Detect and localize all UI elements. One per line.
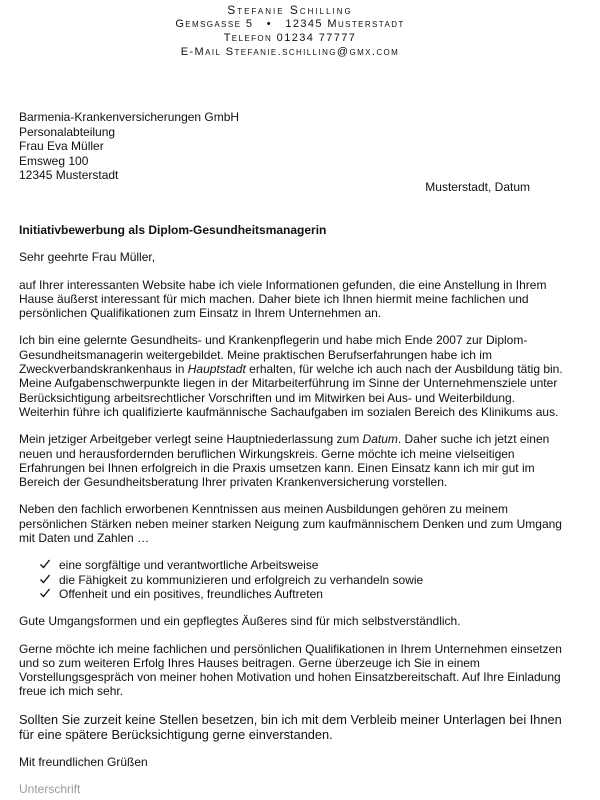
recipient-company: Barmenia-Krankenversicherungen GmbH	[19, 110, 240, 124]
checkmark-icon	[39, 558, 51, 570]
list-item	[39, 558, 564, 572]
paragraph-motivation-text-b: . Daher suche ich jetzt einen neuen und herausfordernden beruflichen Wirkungskreis. Gerne möchte ich meine vielseitigen Erfahrungen bei Ihnen erfolgreich in die Praxis umsetzen kann. Einen Einsatz kann ich mir gut im Bereich der Gesundheitsberatung Ihrer privaten Krankenversicherung vorstellen.	[19, 432, 550, 490]
paragraph-closing-offer: Gerne möchte ich meine fachlichen und persönlichen Qualifikationen in Ihrem Unternehmen einsetzen und so zum weiteren Erfolg Ihres Hauses beitragen. Gerne überzeuge ich Sie in einem Vorstellungsgespräch von meiner hohen Motivation und hohen Einsatzbereitschaft. Auf Ihre Einladung freue ich mich sehr.	[19, 641, 562, 699]
placeholder-city: Hauptstadt	[187, 362, 246, 377]
subject-line: Initiativbewerbung als Diplom-Gesundheitsmanagerin	[19, 223, 327, 237]
checkmark-icon	[39, 573, 51, 585]
salutation: Sehr geehrte Frau Müller,	[19, 250, 156, 265]
paragraph-motivation	[19, 432, 564, 489]
letter-body	[19, 223, 564, 796]
recipient-street: Emsweg 100	[19, 153, 89, 168]
recipient-address	[19, 110, 239, 183]
sender-address: Gemsgasse 5 • 12345 Musterstadt	[175, 18, 405, 30]
paragraph-strengths: Neben den fachlich erworbenen Kenntnissen aus meinen Ausbildungen gehören zu meinem persönlichen Stärken neben meiner starken Neigung zum kaufmännischem Denken und zum Umgang mit Daten und Zahlen …	[19, 502, 562, 546]
paragraph-manners: Gute Umgangsformen und ein gepflegtes Äußeres sind für mich selbstverständlich.	[19, 614, 461, 629]
recipient-city: 12345 Musterstadt	[19, 168, 119, 182]
list-item-text: Offenheit und ein positives, freundliches Auftreten	[59, 586, 323, 601]
placeholder-date: Datum	[362, 432, 398, 447]
strengths-list	[39, 558, 564, 601]
recipient-contact: Frau Eva Müller	[19, 139, 104, 153]
closing-greeting: Mit freundlichen Grüßen	[19, 754, 148, 769]
paragraph-no-vacancy: Sollten Sie zurzeit keine Stellen besetzen, bin ich mit dem Verbleib meiner Unterlagen bei Ihnen für eine spätere Berücksichtigung gerne einverstanden.	[19, 711, 562, 742]
paragraph-intro: auf Ihrer interessanten Website habe ich viele Informationen gefunden, die eine Anstellung in Ihrem Hause äußerst interessant für mich machen. Daher biete ich Ihnen hiermit meine fachlichen und persönlichen Qualifikationen zum Einsatz in Ihrem Unternehmen an.	[19, 277, 547, 321]
date-line: Musterstadt, Datum	[425, 180, 530, 194]
sender-phone: Telefon 01234 77777	[223, 32, 357, 44]
list-item	[39, 587, 564, 601]
checkmark-icon	[39, 587, 51, 599]
sender-email: E-Mail Stefanie.schilling@gmx.com	[180, 46, 400, 58]
list-item-text: eine sorgfältige und verantwortliche Arbeitsweise	[59, 558, 319, 573]
paragraph-background	[19, 333, 564, 419]
paragraph-background-text-b: erhalten, für welche ich auch nach der Ausbildung tätig bin. Meine Aufgabenschwerpunkte liegen in der Mitarbeiterführung im Sinne der Unternehmensziele unter Berücksichtigung arbeitsrechtlicher Vorschriften und im Mitwirken bei Aus- und Weiterbildung. Weiterhin führe ich qualifizierte kaufmännische Sachaufgaben im sozialen Bereich des Klinikums aus.	[19, 362, 563, 419]
signature: Unterschrift	[19, 782, 81, 797]
sender-name: Stefanie Schilling	[227, 3, 353, 17]
paragraph-background-text-a: Ich bin eine gelernte Gesundheits- und Krankenpflegerin und habe mich Ende 2007 zur Diplom-Gesundheitsmanagerin weitergebildet. Meine praktischen Berufserfahrungen habe ich im Zweckverbandskrankenhaus in	[19, 333, 528, 377]
letterhead	[0, 3, 580, 59]
recipient-department: Personalabteilung	[19, 124, 116, 139]
list-item	[39, 573, 564, 587]
list-item-text: die Fähigkeit zu kommunizieren und erfolgreich zu verhandeln sowie	[59, 572, 424, 587]
paragraph-motivation-text-a: Mein jetziger Arbeitgeber verlegt seine Hauptniederlassung zum	[19, 432, 363, 447]
